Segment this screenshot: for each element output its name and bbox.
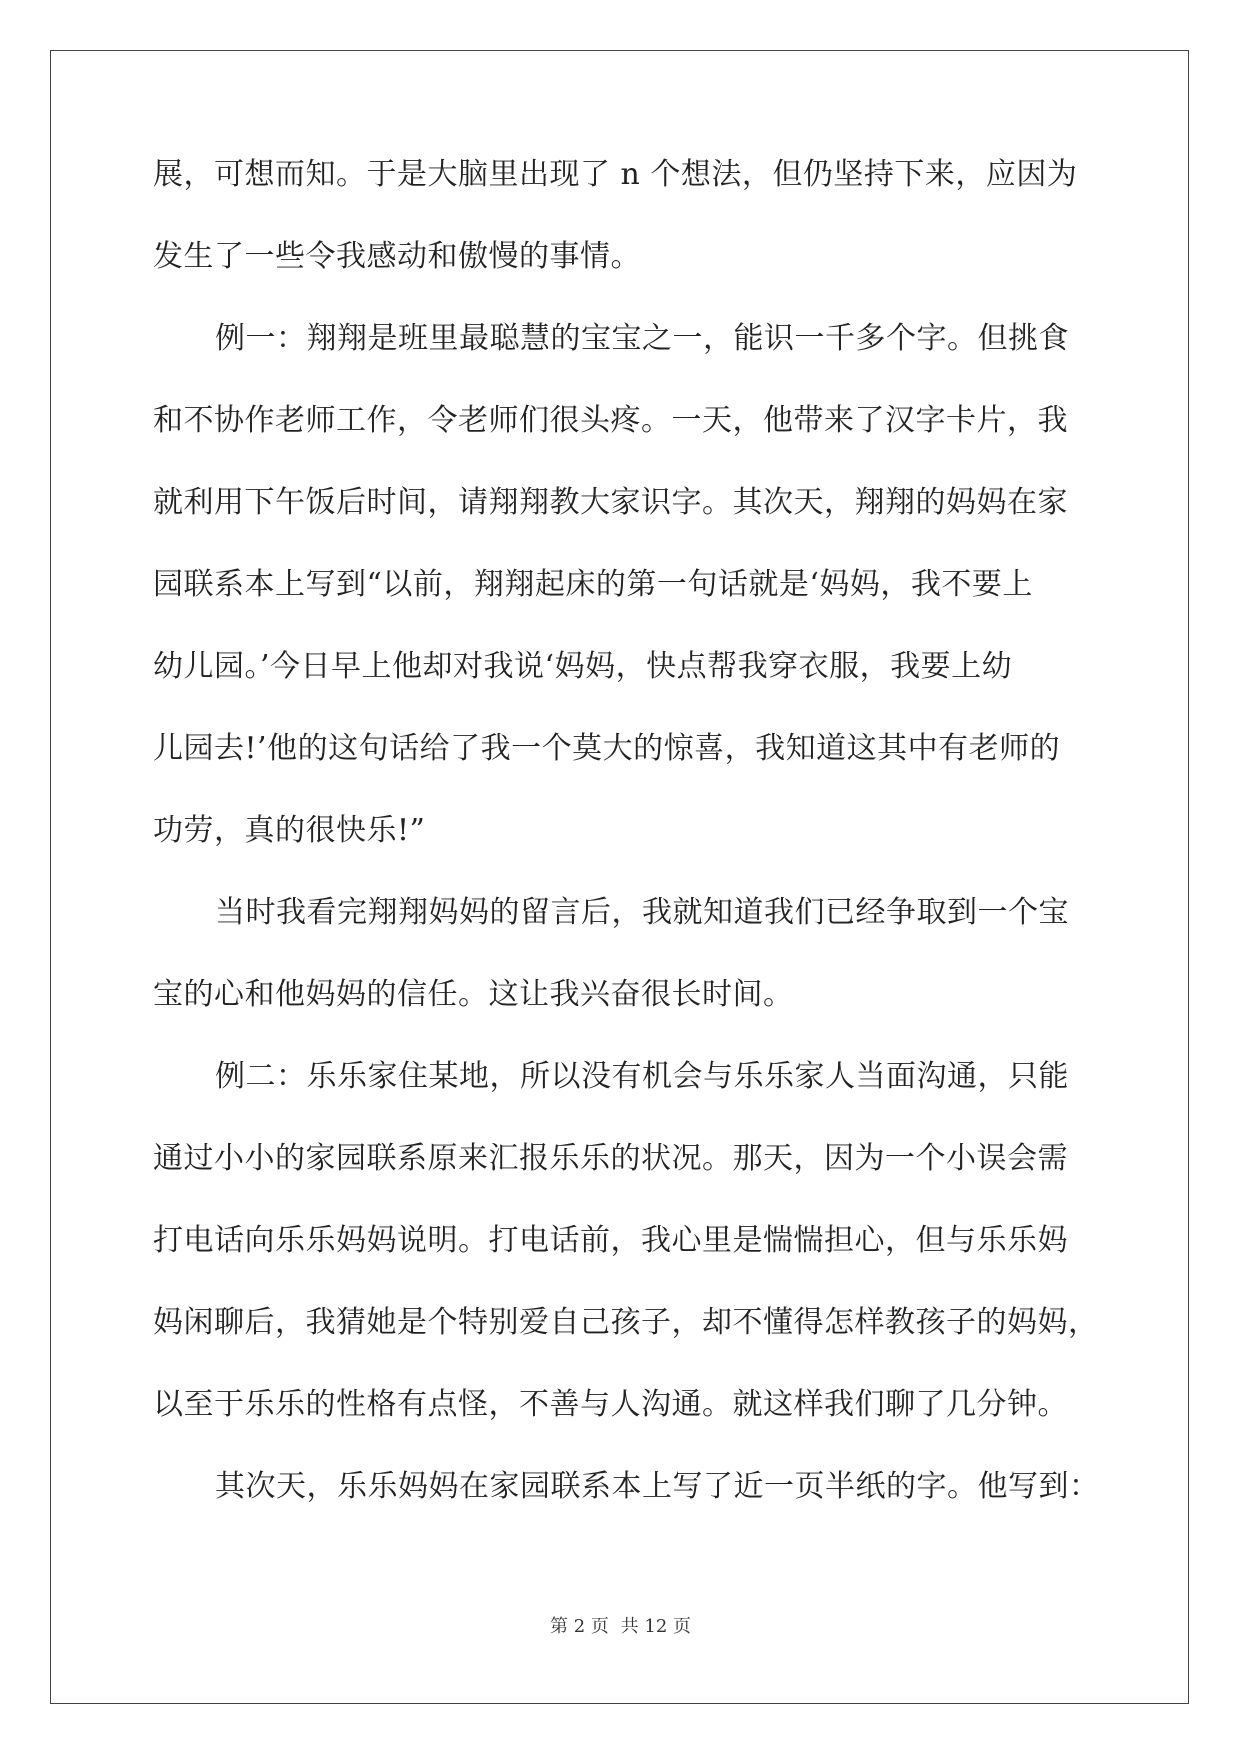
page-number: 第 2 页	[550, 1616, 609, 1637]
text-line: 通过小小的家园联系原来汇报乐乐的状况。那天，因为一个小误会需	[153, 1141, 1068, 1176]
text-line: 宝的心和他妈妈的信任。这让我兴奋很长时间。	[153, 977, 794, 1012]
paragraph-start-line: 例一：翔翔是班里最聪慧的宝宝之一，能识一千多个字。但挑食	[215, 321, 1069, 356]
text-line: 园联系本上写到“以前，翔翔起床的第一句话就是‘妈妈，我不要上	[153, 567, 1033, 602]
text-line: 就利用下午饭后时间，请翔翔教大家识字。其次天，翔翔的妈妈在家	[153, 485, 1068, 520]
text-line: 以至于乐乐的性格有点怪，不善与人沟通。就这样我们聊了几分钟。	[153, 1387, 1068, 1422]
text-line: 打电话向乐乐妈妈说明。打电话前，我心里是惴惴担心，但与乐乐妈	[153, 1223, 1068, 1258]
paragraph-start-line: 例二：乐乐家住某地，所以没有机会与乐乐家人当面沟通，只能	[215, 1059, 1069, 1094]
text-line: 和不协作老师工作，令老师们很头疼。一天，他带来了汉字卡片，我	[153, 403, 1068, 438]
document-body	[153, 157, 1100, 1554]
text-line: 发生了一些令我感动和傲慢的事情。	[153, 239, 641, 274]
text-line: 妈闲聊后，我猜她是个特别爱自己孩子，却不懂得怎样教孩子的妈妈，	[153, 1305, 1099, 1340]
page-footer	[0, 1612, 1241, 1638]
text-line: 儿园去!’他的这句话给了我一个莫大的惊喜，我知道这其中有老师的	[153, 731, 1061, 766]
page-total: 共 12 页	[620, 1616, 691, 1637]
text-line: 展，可想而知。于是大脑里出现了 n 个想法，但仍坚持下来，应因为	[153, 157, 1078, 192]
paragraph-start-line: 其次天，乐乐妈妈在家园联系本上写了近一页半纸的字。他写到：	[215, 1469, 1100, 1504]
text-line: 幼儿园。’今日早上他却对我说‘妈妈，快点帮我穿衣服，我要上幼	[153, 649, 1013, 684]
text-line: 功劳，真的很快乐!”	[153, 813, 426, 848]
paragraph-start-line: 当时我看完翔翔妈妈的留言后，我就知道我们已经争取到一个宝	[215, 895, 1069, 930]
